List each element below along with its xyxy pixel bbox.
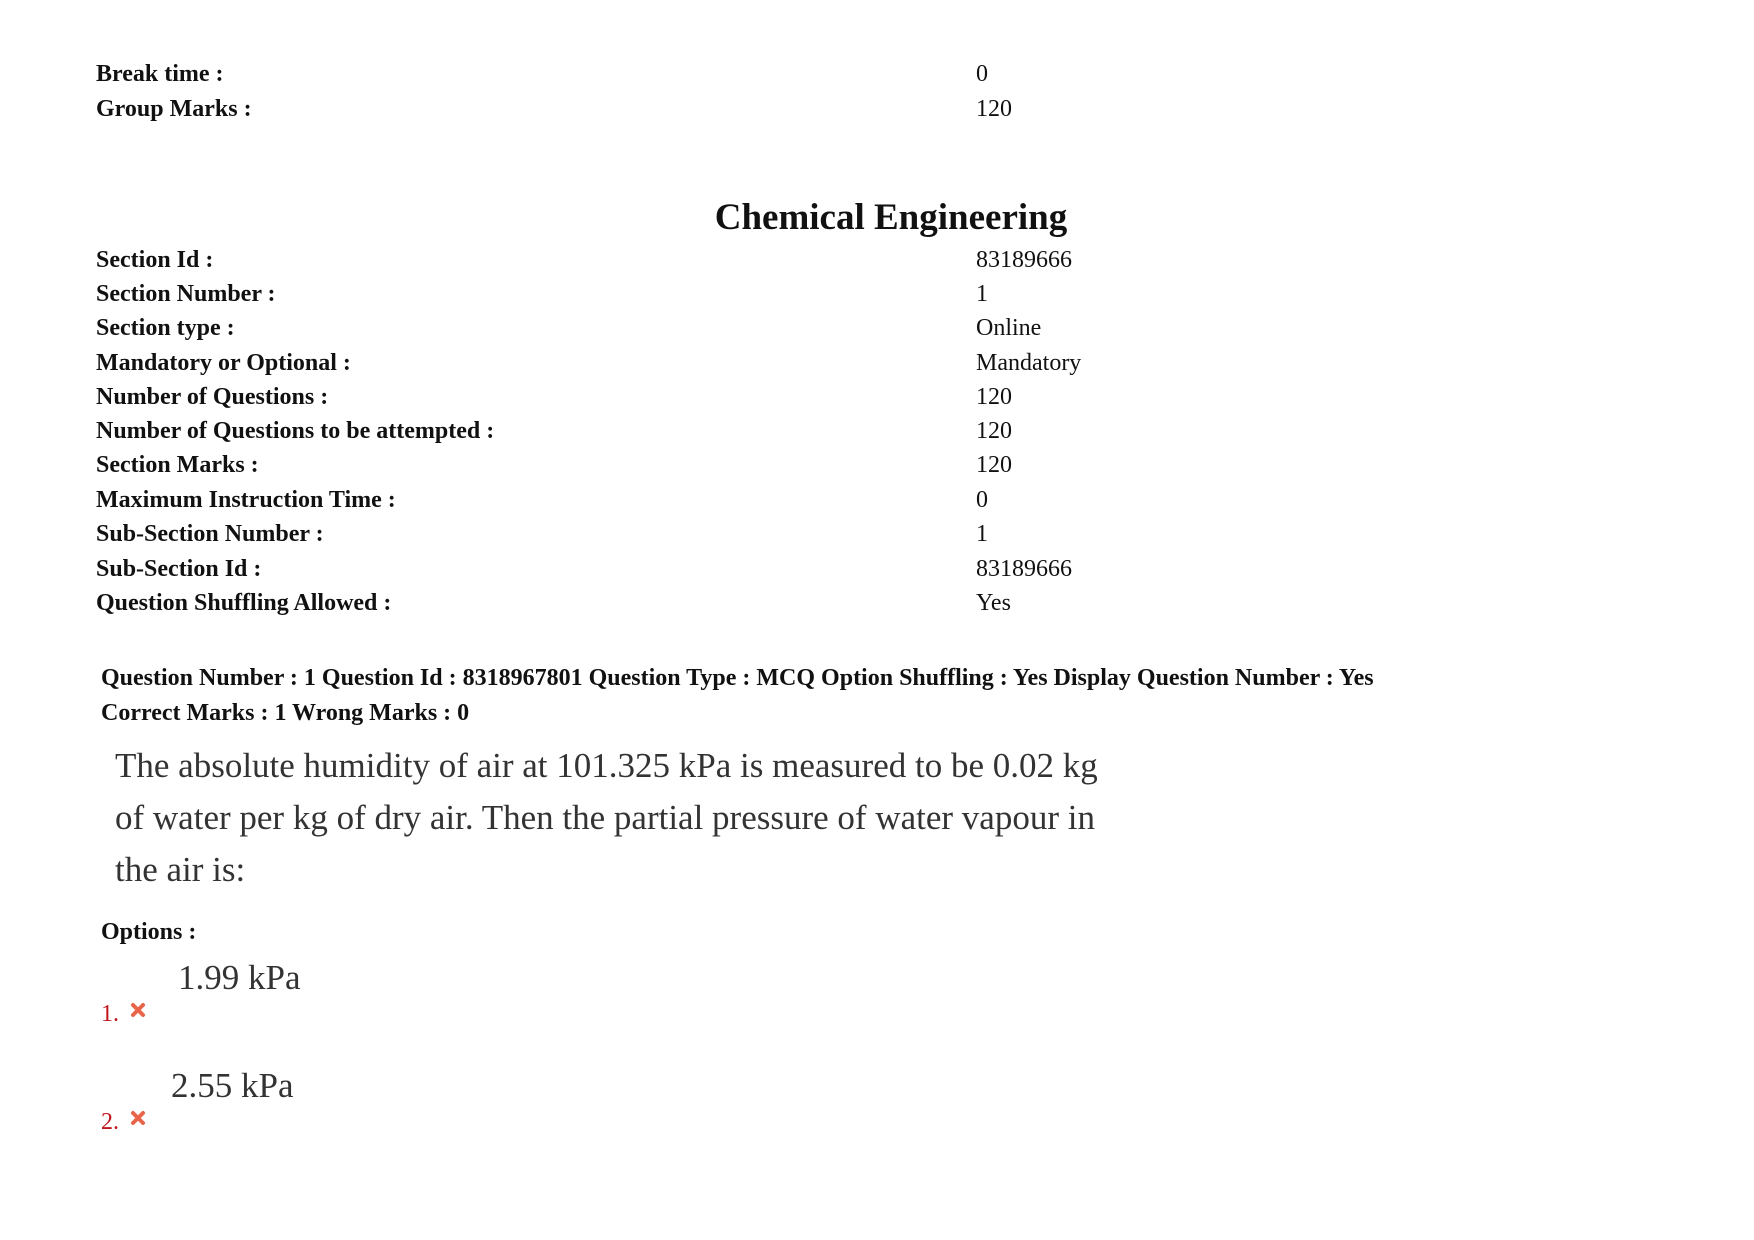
question-text-line: of water per kg of dry air. Then the partial pressure of water vapour in [115,798,1095,837]
field-label: Number of Questions to be attempted : [96,418,495,444]
field-label: Mandatory or Optional : [96,350,351,376]
option-text: 1.99 kPa [178,958,301,997]
field-label: Group Marks : [96,96,252,122]
field-value: 1 [976,281,988,307]
cross-icon [130,1110,146,1126]
section-title: Chemical Engineering [714,197,1068,238]
question-text-line: The absolute humidity of air at 101.325 kPa is measured to be 0.02 kg [115,746,1098,785]
field-label: Section Number : [96,281,276,307]
field-label: Section type : [96,315,235,341]
field-value: Mandatory [976,350,1082,376]
field-label: Section Id : [96,247,214,273]
field-label: Section Marks : [96,452,259,478]
field-value: 120 [976,384,1012,410]
question-text-line: the air is: [115,850,246,889]
field-label: Maximum Instruction Time : [96,487,396,513]
field-value: 0 [976,61,988,87]
option-text: 2.55 kPa [171,1066,294,1105]
field-value: 120 [976,418,1012,444]
field-value: 83189666 [976,556,1072,582]
field-value: Yes [976,590,1011,616]
field-value: Online [976,315,1042,341]
question-text [115,740,1225,896]
field-label: Sub-Section Id : [96,556,262,582]
field-value: 1 [976,521,988,547]
cross-icon [130,1002,146,1018]
field-label: Number of Questions : [96,384,329,410]
field-label: Break time : [96,61,224,87]
option-number: 2. [101,1109,119,1135]
field-value: 120 [976,96,1012,122]
field-value: 83189666 [976,247,1072,273]
option-1[interactable] [101,958,501,1028]
field-value: 0 [976,487,988,513]
field-label: Question Shuffling Allowed : [96,590,392,616]
options-label: Options : [101,919,197,945]
option-number: 1. [101,1001,119,1027]
field-label: Sub-Section Number : [96,521,324,547]
option-2[interactable] [101,1066,501,1136]
question-marks: Correct Marks : 1 Wrong Marks : 0 [101,700,470,726]
question-header: Question Number : 1 Question Id : 8318967801 Question Type : MCQ Option Shuffling : Yes Display Question Number : Yes [101,665,1374,691]
field-value: 120 [976,452,1012,478]
